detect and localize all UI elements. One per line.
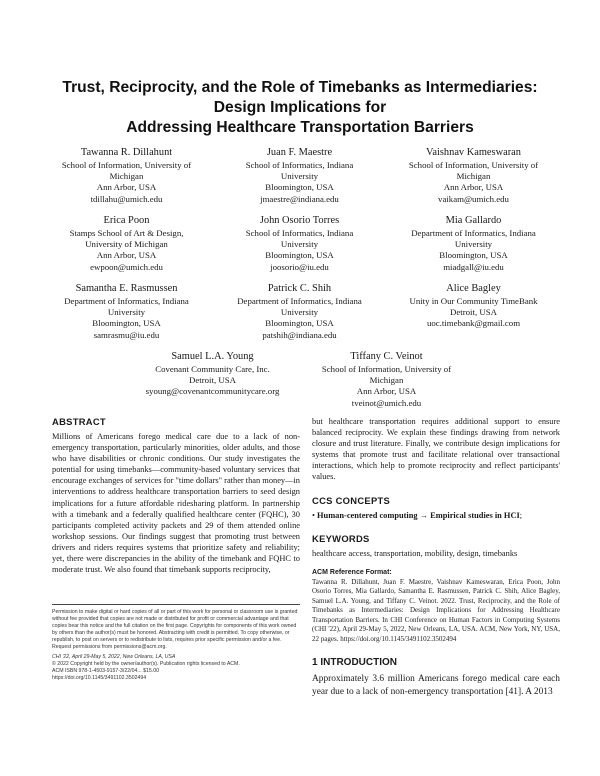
author-affiliation: Department of Informatics, Indiana	[64, 296, 189, 306]
author-name: Vaishnav Kameswaran	[426, 147, 521, 158]
permission-footnote	[52, 604, 300, 682]
keywords-text: healthcare access, transportation, mobility, design, timebanks	[312, 548, 518, 558]
author-affiliation: University	[280, 307, 319, 318]
isbn-line: ACM ISBN 978-1-4503-9157-3/22/04... $15.00	[52, 667, 159, 674]
author-location: Bloomington, USA	[439, 250, 508, 261]
author-affiliation: School of Information, University of	[61, 160, 192, 170]
author-location: Detroit, USA	[189, 375, 236, 386]
author-location: Ann Arbor, USA	[96, 250, 157, 261]
author-affiliation: University	[107, 307, 146, 318]
author-affiliation: University	[280, 171, 319, 182]
left-column	[52, 416, 300, 575]
author-affiliation: Unity in Our Community TimeBank	[409, 296, 538, 306]
right-column	[312, 416, 560, 698]
author-affiliation: University	[454, 239, 493, 250]
ccs-concepts	[312, 510, 560, 521]
author-card	[387, 214, 560, 273]
reference-heading: ACM Reference Format:	[312, 568, 392, 576]
punctuation: ;	[519, 510, 523, 520]
title-line-1: Trust, Reciprocity, and the Role of Timebanks as Intermediaries:	[62, 79, 538, 96]
keywords-heading: KEYWORDS	[312, 532, 370, 544]
author-name: Juan F. Maestre	[266, 147, 333, 158]
author-affiliation: School of Information, University of	[321, 364, 452, 374]
author-card	[213, 146, 386, 205]
author-location: Detroit, USA	[450, 307, 497, 318]
author-affiliation: University of Michigan	[85, 239, 168, 250]
arrow-icon: →	[419, 510, 429, 520]
author-location: Bloomington, USA	[265, 318, 334, 329]
abstract-text: Millions of Americans forego medical care due to a lack of non-emergency transportation, particularly minorities, older adults, and those who have disabilities or chronic conditions. Our study investigates the potential for using timebanks—community-based voluntary services that encourage exchanges of services for "time dollars" rather than money—in interventions to address healthcare transportation barriers to seed design implications for a future affordable ridesharing platform. In partnership with a timebank and a federally qualified healthcare center (FQHC), 30 participants completed activity packets and 29 of them attended online workshop sessions. Our findings suggest that promoting trust between drivers and riders requires systems that prioritize safety and reliability; yet, there were discrepancies in the ability of the timebank and FQHC to moderate trust. We also found that timebank supports reciprocity,	[52, 432, 300, 575]
ccs-item: Empirical studies in HCI	[430, 510, 520, 520]
introduction-heading: 1 INTRODUCTION	[312, 657, 397, 669]
title-line-2: Design Implications for	[213, 99, 387, 116]
copyright-line: © 2022 Copyright held by the owner/author(s). Publication rights licensed to ACM.	[52, 660, 240, 667]
author-card	[40, 282, 213, 341]
author-affiliation: Department of Informatics, Indiana	[411, 228, 536, 238]
author-card	[387, 146, 560, 205]
ccs-heading: CCS CONCEPTS	[312, 494, 391, 506]
author-card	[40, 214, 213, 273]
author-email[interactable]: samrasmu@iu.edu	[93, 329, 160, 340]
author-affiliation: School of Information, University of	[408, 160, 539, 170]
abstract-continuation: but healthcare transportation requires additional support to ensure balanced reciprocity. We explain these findings drawing from network closure and trust literature. Finally, we contribute design implications for systems that promote trust and facilitate relational over transactional interactions, which help to promote reciprocity and reflect participants' values.	[312, 417, 560, 482]
author-affiliation: Covenant Community Care, Inc.	[155, 364, 270, 374]
author-location: Ann Arbor, USA	[356, 386, 417, 397]
author-card	[300, 350, 473, 409]
author-email[interactable]: joosorio@iu.edu	[270, 261, 329, 272]
author-affiliation: Department of Informatics, Indiana	[237, 296, 362, 306]
permission-text: Permission to make digital or hard copies of all or part of this work for personal or classroom use is granted without fee provided that copies are not made or distributed for profit or commercial advantage and that copies bear this notice and the full citation on the first page. Copyrights for components of this work owned by others than the author(s) must be honored. Abstracting with credit is permitted. To copy otherwise, or republish, to post on servers or to redistribute to lists, requires prior specific permission and/or a fee. Request permissions from permissions@acm.org.	[52, 609, 298, 651]
author-location: Ann Arbor, USA	[96, 182, 157, 193]
author-name: Samuel L.A. Young	[171, 351, 254, 362]
author-card	[40, 146, 213, 205]
author-location: Bloomington, USA	[265, 250, 334, 261]
author-affiliation: School of Informatics, Indiana	[245, 160, 354, 170]
author-email[interactable]: tdillahu@umich.edu	[90, 193, 163, 204]
author-location: Bloomington, USA	[92, 318, 161, 329]
author-name: John Osorio Torres	[259, 215, 340, 226]
author-email[interactable]: vaikam@umich.edu	[438, 193, 509, 204]
author-email[interactable]: tveinot@umich.edu	[351, 397, 422, 408]
author-name: Mia Gallardo	[445, 215, 502, 226]
author-email[interactable]: syoung@covenantcommunitycare.org	[145, 386, 280, 397]
author-name: Tiffany C. Veinot	[350, 351, 423, 362]
author-affiliation: Michigan	[109, 171, 144, 182]
author-email[interactable]: jmaestre@indiana.edu	[260, 193, 339, 204]
introduction-text: Approximately 3.6 million Americans forego medical care each year due to a lack of non-emergency transportation [41]. A 2013	[312, 674, 560, 697]
ccs-item: Human-centered computing	[317, 510, 418, 520]
author-card	[213, 282, 386, 341]
author-affiliation: Stamps School of Art & Design,	[69, 228, 184, 238]
author-email[interactable]: ewpoon@umich.edu	[90, 261, 163, 272]
author-card	[213, 214, 386, 273]
author-location: Ann Arbor, USA	[443, 182, 504, 193]
author-name: Patrick C. Shih	[267, 283, 332, 294]
author-name: Samantha E. Rasmussen	[75, 283, 178, 294]
author-name: Tawanna R. Dillahunt	[80, 147, 173, 158]
author-email[interactable]: miadgall@iu.edu	[443, 261, 504, 272]
author-card	[387, 282, 560, 330]
conference-line: CHI '22, April 29-May 5, 2022, New Orleans, LA, USA	[52, 653, 176, 660]
abstract-heading: ABSTRACT	[52, 416, 106, 427]
title-line-3: Addressing Healthcare Transportation Barriers	[126, 119, 474, 136]
author-name: Alice Bagley	[446, 283, 501, 294]
author-affiliation: Michigan	[369, 375, 404, 386]
paper-title	[40, 78, 560, 138]
author-name: Erica Poon	[103, 215, 150, 226]
author-affiliation: University	[280, 239, 319, 250]
author-email[interactable]: uoc.timebank@gmail.com	[426, 318, 521, 329]
bullet: •	[312, 510, 315, 520]
author-location: Bloomington, USA	[265, 182, 334, 193]
author-email[interactable]: patshih@indiana.edu	[262, 329, 337, 340]
author-affiliation: School of Informatics, Indiana	[245, 228, 354, 238]
author-card	[126, 350, 299, 398]
author-affiliation: Michigan	[456, 171, 491, 182]
reference-text: Tawanna R. Dillahunt, Juan F. Maestre, Vaishnav Kameswaran, Erica Poon, John Osorio Torres, Mia Gallardo, Samantha E. Rasmussen, Patrick C. Shih, Alice Bagley, Samuel L.A. Young, and Tiffany C. Veinot. 2022. Trust, Reciprocity, and the Role of Timebanks as Intermediaries: Design Implications for Addressing Healthcare Transportation Barriers. In CHI Conference on Human Factors in Computing Systems (CHI '22), April 29-May 5, 2022, New Orleans, LA, USA. ACM, New York, NY, USA, 22 pages. https://doi.org/10.1145/3491102.3502494	[312, 577, 560, 643]
doi-link[interactable]: https://doi.org/10.1145/3491102.3502494	[52, 674, 147, 681]
